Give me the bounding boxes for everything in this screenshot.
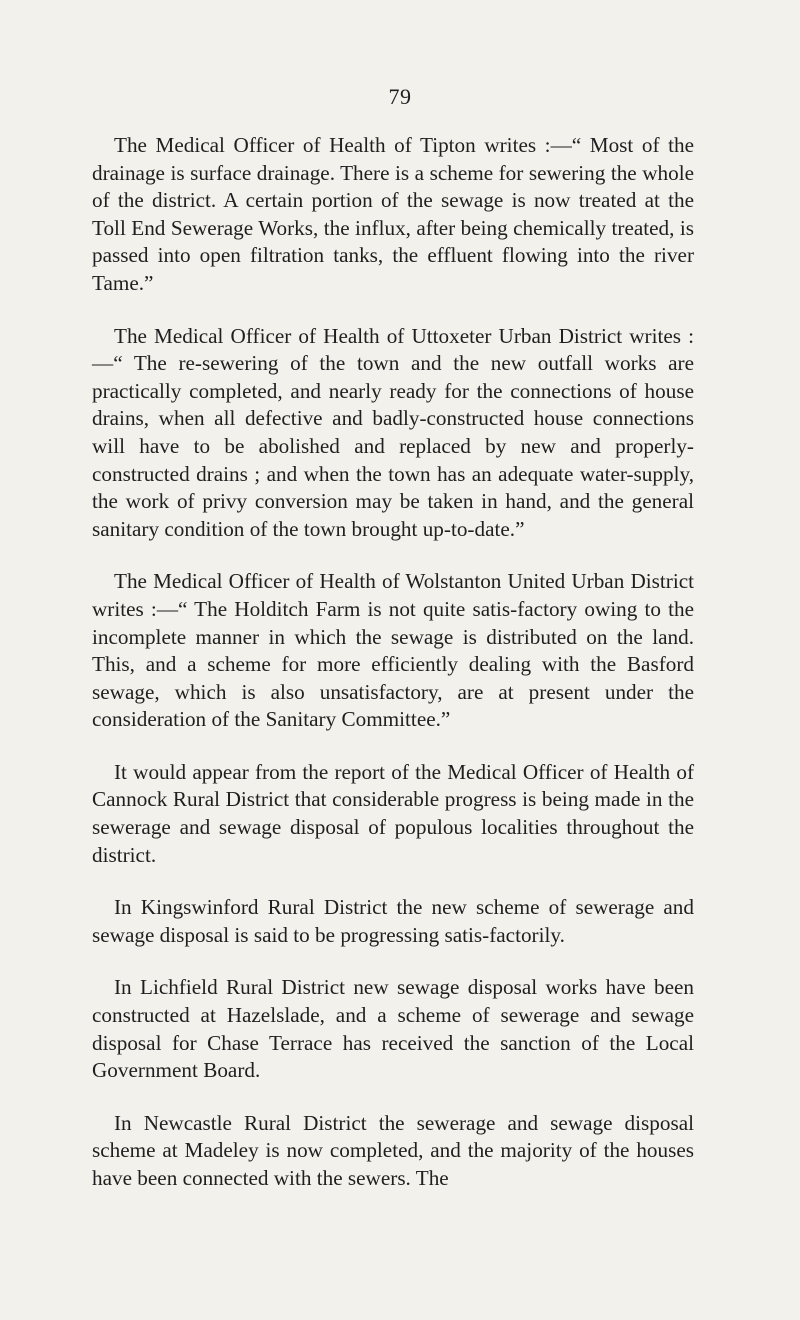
body-text [92,132,694,1218]
paragraph-newcastle: In Newcastle Rural District the sewerage and sewage disposal scheme at Madeley is now completed, and the majority of the houses have been connected with the sewers. The [92,1110,694,1190]
paragraph-tipton: The Medical Officer of Health of Tipton writes :—“ Most of the drainage is surface drainage. There is a scheme for sewering the whole of the district. A certain portion of the sewage is now treated at the Toll End Sewerage Works, the influx, after being chemically treated, is passed into open filtration tanks, the effluent flowing into the river Tame.” [92,133,694,295]
paragraph-uttoxeter: The Medical Officer of Health of Uttoxeter Urban District writes :—“ The re-sewering of the town and the new outfall works are practically completed, and nearly ready for the connections of house drains, when all defective and badly-constructed house connections will have to be abolished and replaced by new and properly-constructed drains ; and when the town has an adequate water-supply, the work of privy conversion may be taken in hand, and the general sanitary condition of the town brought up-to-date.” [92,323,694,541]
paragraph-wolstanton: The Medical Officer of Health of Wolstanton United Urban District writes :—“ The Holditch Farm is not quite satis-factory owing to the incomplete manner in which the sewage is distributed on the land. This, and a scheme for more efficiently dealing with the Basford sewage, which is also unsatisfactory, are at present under the consideration of the Sanitary Committee.” [92,569,694,732]
paragraph-lichfield: In Lichfield Rural District new sewage disposal works have been constructed at Hazelslade, and a scheme of sewerage and sewage disposal for Chase Terrace has received the sanction of the Local Government Board. [92,975,694,1083]
page-number: 79 [388,84,412,109]
paragraph-kingswinford: In Kingswinford Rural District the new scheme of sewerage and sewage disposal is said to be progressing satis-factorily. [92,895,694,947]
paragraph-cannock: It would appear from the report of the Medical Officer of Health of Cannock Rural District that considerable progress is being made in the sewerage and sewage disposal of populous localities throughout the district. [92,759,694,867]
